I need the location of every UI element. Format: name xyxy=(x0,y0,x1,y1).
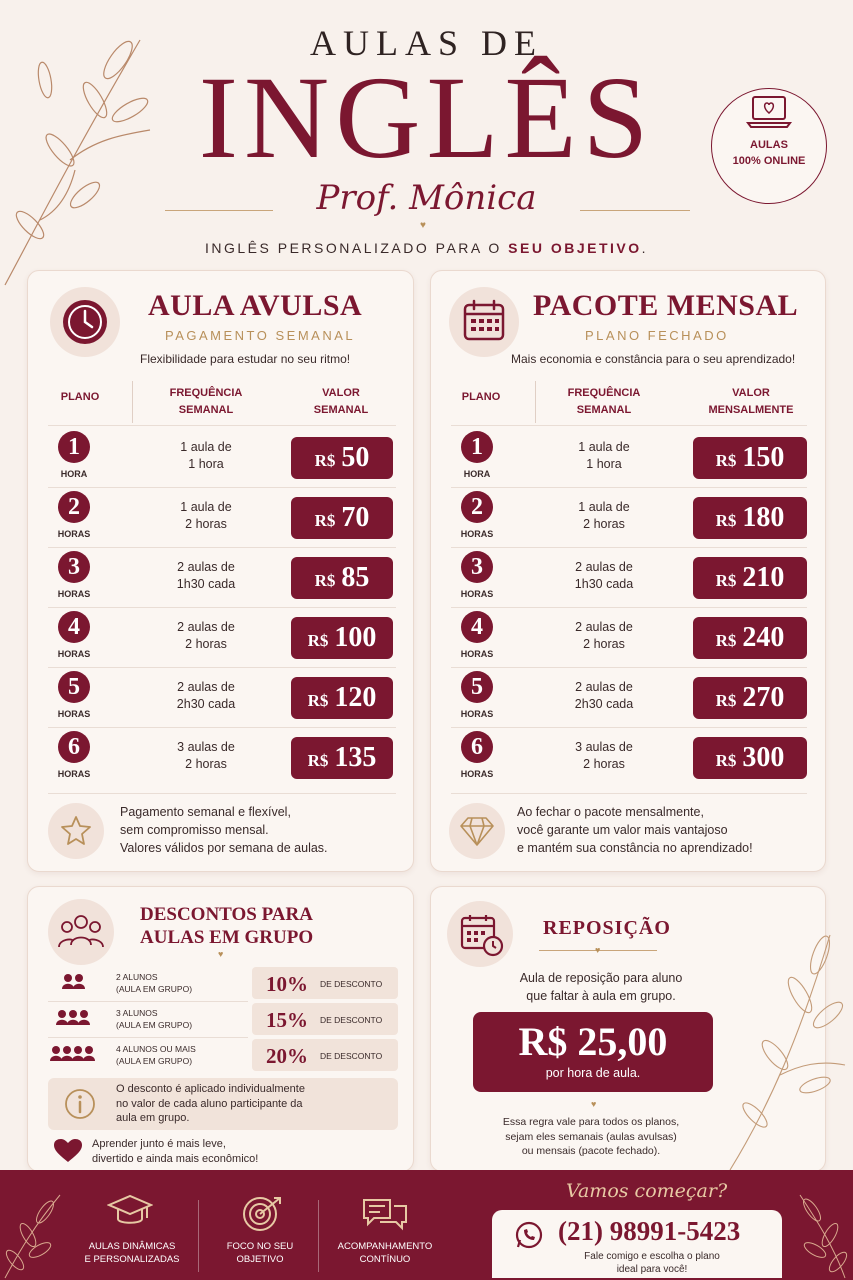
row-separator xyxy=(48,1037,248,1038)
plan-price: R$ 85 xyxy=(291,557,393,599)
discount-text: DE DESCONTO xyxy=(320,1051,383,1061)
star-icon xyxy=(60,814,92,846)
graduation-cap-icon xyxy=(107,1194,153,1228)
leaf-footer-right xyxy=(790,1190,853,1280)
info-box xyxy=(48,1078,398,1130)
plan-unit: HORAS xyxy=(460,649,494,659)
discount-percent: 20% xyxy=(266,1044,308,1068)
reposicao-title: REPOSIÇÃO xyxy=(543,917,671,939)
plan-unit: HORAS xyxy=(57,769,91,779)
plan-number: 1 xyxy=(58,431,90,463)
laptop-heart-icon xyxy=(745,93,793,133)
discount-text: DE DESCONTO xyxy=(320,979,383,989)
heart-small-icon: ♥ xyxy=(420,220,426,231)
mensal-note: Ao fechar o pacote mensalmente, você garante um valor mais vantajoso e mantém sua constância no aprendizado! xyxy=(517,805,753,855)
plan-price: R$ 150 xyxy=(693,437,807,479)
calendar-icon-circle xyxy=(449,287,519,357)
reposicao-price-sub: por hora de aula. xyxy=(545,1066,641,1080)
phone-number: (21) 98991-5423 xyxy=(558,1216,741,1246)
card-aula-avulsa xyxy=(27,270,414,872)
group-icon-circle xyxy=(48,899,114,965)
calendar-icon xyxy=(462,299,506,343)
badge-line2: 100% ONLINE xyxy=(732,155,806,167)
discount-box xyxy=(252,1003,398,1035)
card-pacote-mensal xyxy=(430,270,826,872)
people-icon xyxy=(62,973,86,991)
row-separator xyxy=(451,487,807,488)
reposicao-rule: Essa regra vale para todos os planos, sejam eles semanais (aulas avulsas) ou mensais (pacote fechado). xyxy=(502,1116,680,1157)
plan-frequency: 2 aulas de 2 horas xyxy=(177,620,235,651)
plan-unit: HORA xyxy=(60,469,88,479)
plan-frequency: 3 aulas de 2 horas xyxy=(575,740,633,771)
people-icon xyxy=(50,1045,96,1063)
avulsa-title: AULA AVULSA xyxy=(148,289,363,322)
plan-number: 2 xyxy=(461,491,493,523)
title-main: INGLÊS xyxy=(198,52,655,183)
leaf-footer-left xyxy=(0,1190,70,1280)
footer-feature-2: FOCO NO SEU OBJETIVO xyxy=(226,1241,294,1265)
col-divider xyxy=(535,381,536,423)
plan-unit: HORA xyxy=(463,469,491,479)
reposicao-desc: Aula de reposição para aluno que faltar à aula em grupo. xyxy=(519,971,683,1003)
info-text: O desconto é aplicado individualmente no valor de cada aluno participante da aula em grupo. xyxy=(116,1083,305,1124)
plan-number: 5 xyxy=(461,671,493,703)
cta-text: Vamos começar? xyxy=(566,1180,728,1202)
row-separator xyxy=(48,667,396,668)
plan-number: 5 xyxy=(58,671,90,703)
diamond-icon-circle xyxy=(449,803,505,859)
plan-frequency: 2 aulas de 2h30 cada xyxy=(574,680,634,711)
plan-unit: HORAS xyxy=(57,649,91,659)
phone-subtext: Fale comigo e escolha o plano ideal para você! xyxy=(584,1251,720,1275)
group-people-icon xyxy=(57,911,105,953)
plan-price: R$ 100 xyxy=(291,617,393,659)
row-separator xyxy=(48,1001,248,1002)
row-separator xyxy=(48,425,396,426)
tagline: INGLÊS PERSONALIZADO PARA O SEU OBJETIVO. xyxy=(205,240,648,256)
plan-number: 1 xyxy=(461,431,493,463)
plan-unit: HORAS xyxy=(57,709,91,719)
plan-frequency: 1 aula de 1 hora xyxy=(180,440,232,471)
people-icon xyxy=(56,1009,91,1027)
plan-unit: HORAS xyxy=(460,529,494,539)
plan-price: R$ 300 xyxy=(693,737,807,779)
plan-number: 6 xyxy=(58,731,90,763)
plan-price: R$ 50 xyxy=(291,437,393,479)
whatsapp-button[interactable] xyxy=(492,1210,782,1278)
diamond-icon xyxy=(459,815,495,847)
heart-small-icon: ♥ xyxy=(591,1099,597,1109)
row-separator xyxy=(48,487,396,488)
plan-frequency: 2 aulas de 2h30 cada xyxy=(176,680,236,711)
discount-box xyxy=(252,967,398,999)
discount-text: DE DESCONTO xyxy=(320,1015,383,1025)
plan-unit: HORAS xyxy=(460,589,494,599)
footer-separator xyxy=(198,1200,199,1272)
plan-unit: HORAS xyxy=(460,769,494,779)
plan-unit: HORAS xyxy=(460,709,494,719)
col-divider xyxy=(132,381,133,423)
row-separator xyxy=(48,547,396,548)
reposicao-price: R$ 25,00 xyxy=(518,1019,668,1064)
row-separator xyxy=(48,793,396,794)
footer-feature-1: AULAS DINÂMICAS E PERSONALIZADAS xyxy=(84,1241,180,1265)
leaf-branch-decoration-right xyxy=(720,925,853,1175)
plan-number: 4 xyxy=(461,611,493,643)
heart-icon xyxy=(54,1139,82,1163)
avulsa-col-plano: PLANO xyxy=(60,391,100,403)
plan-price: R$ 240 xyxy=(693,617,807,659)
plan-frequency: 1 aula de 2 horas xyxy=(578,500,630,531)
footer-feature-3: ACOMPANHAMENTO CONTÍNUO xyxy=(337,1241,433,1265)
mensal-title: PACOTE MENSAL xyxy=(533,289,799,322)
title-top: AULAS DE xyxy=(310,23,543,63)
plan-number: 2 xyxy=(58,491,90,523)
mensal-col-plano: PLANO xyxy=(461,391,501,403)
plan-price: R$ 180 xyxy=(693,497,807,539)
plan-price: R$ 270 xyxy=(693,677,807,719)
star-icon-circle xyxy=(48,803,104,859)
plan-price: R$ 135 xyxy=(291,737,393,779)
reposicao-price-box xyxy=(473,1012,713,1092)
plan-number: 6 xyxy=(461,731,493,763)
plan-price: R$ 70 xyxy=(291,497,393,539)
plan-frequency: 2 aulas de 2 horas xyxy=(575,620,633,651)
card-descontos xyxy=(27,886,414,1172)
plan-number: 3 xyxy=(58,551,90,583)
avulsa-note: Pagamento semanal e flexível, sem compromisso mensal. Valores válidos por semana de aulas. xyxy=(120,805,328,855)
info-icon xyxy=(64,1088,96,1120)
online-badge xyxy=(711,88,827,204)
plan-price: R$ 210 xyxy=(693,557,807,599)
plan-price: R$ 120 xyxy=(291,677,393,719)
plan-unit: HORAS xyxy=(57,529,91,539)
heart-small-icon: ♥ xyxy=(218,949,224,959)
target-icon xyxy=(240,1194,284,1234)
avulsa-col-frequencia: FREQUÊNCIA SEMANAL xyxy=(169,387,243,416)
badge-line1: AULAS xyxy=(750,139,788,151)
heart-small-icon: ♥ xyxy=(595,945,601,955)
row-separator xyxy=(451,607,807,608)
mensal-col-valor: VALOR MENSALMENTE xyxy=(708,387,794,416)
whatsapp-icon xyxy=(514,1220,544,1250)
plan-unit: HORAS xyxy=(57,589,91,599)
plan-frequency: 3 aulas de 2 horas xyxy=(177,740,235,771)
signature: Prof. Mônica xyxy=(316,178,537,218)
heart-text: Aprender junto é mais leve, divertido e ainda mais econômico! xyxy=(92,1138,259,1165)
avulsa-col-valor: VALOR SEMANAL xyxy=(313,387,369,416)
plan-frequency: 2 aulas de 1h30 cada xyxy=(176,560,236,591)
mensal-col-frequencia: FREQUÊNCIA SEMANAL xyxy=(567,387,641,416)
plan-frequency: 1 aula de 2 horas xyxy=(180,500,232,531)
plan-number: 3 xyxy=(461,551,493,583)
row-separator xyxy=(451,727,807,728)
footer-separator xyxy=(318,1200,319,1272)
plan-number: 4 xyxy=(58,611,90,643)
calendar-clock-icon-circle xyxy=(447,901,513,967)
row-separator xyxy=(48,607,396,608)
clock-icon xyxy=(61,298,109,346)
discount-percent: 10% xyxy=(266,972,308,996)
plan-frequency: 1 aula de 1 hora xyxy=(578,440,630,471)
avulsa-description: Flexibilidade para estudar no seu ritmo! xyxy=(140,352,351,366)
row-separator xyxy=(451,425,807,426)
discount-label: 2 ALUNOS (AULA EM GRUPO) xyxy=(116,972,193,994)
mensal-subtitle: PLANO FECHADO xyxy=(585,328,729,343)
mensal-description: Mais economia e constância para o seu aprendizado! xyxy=(511,352,796,366)
row-separator xyxy=(451,667,807,668)
row-separator xyxy=(451,547,807,548)
row-separator xyxy=(48,727,396,728)
chat-bubbles-icon xyxy=(360,1194,410,1234)
discount-box xyxy=(252,1039,398,1071)
avulsa-subtitle: PAGAMENTO SEMANAL xyxy=(165,328,356,343)
discount-percent: 15% xyxy=(266,1008,308,1032)
discount-label: 3 ALUNOS (AULA EM GRUPO) xyxy=(116,1008,193,1030)
descontos-title: DESCONTOS PARA AULAS EM GRUPO xyxy=(140,904,314,948)
calendar-clock-icon xyxy=(460,913,504,957)
clock-icon-circle xyxy=(50,287,120,357)
plan-frequency: 2 aulas de 1h30 cada xyxy=(574,560,634,591)
discount-label: 4 ALUNOS OU MAIS (AULA EM GRUPO) xyxy=(116,1044,196,1066)
row-separator xyxy=(451,793,807,794)
